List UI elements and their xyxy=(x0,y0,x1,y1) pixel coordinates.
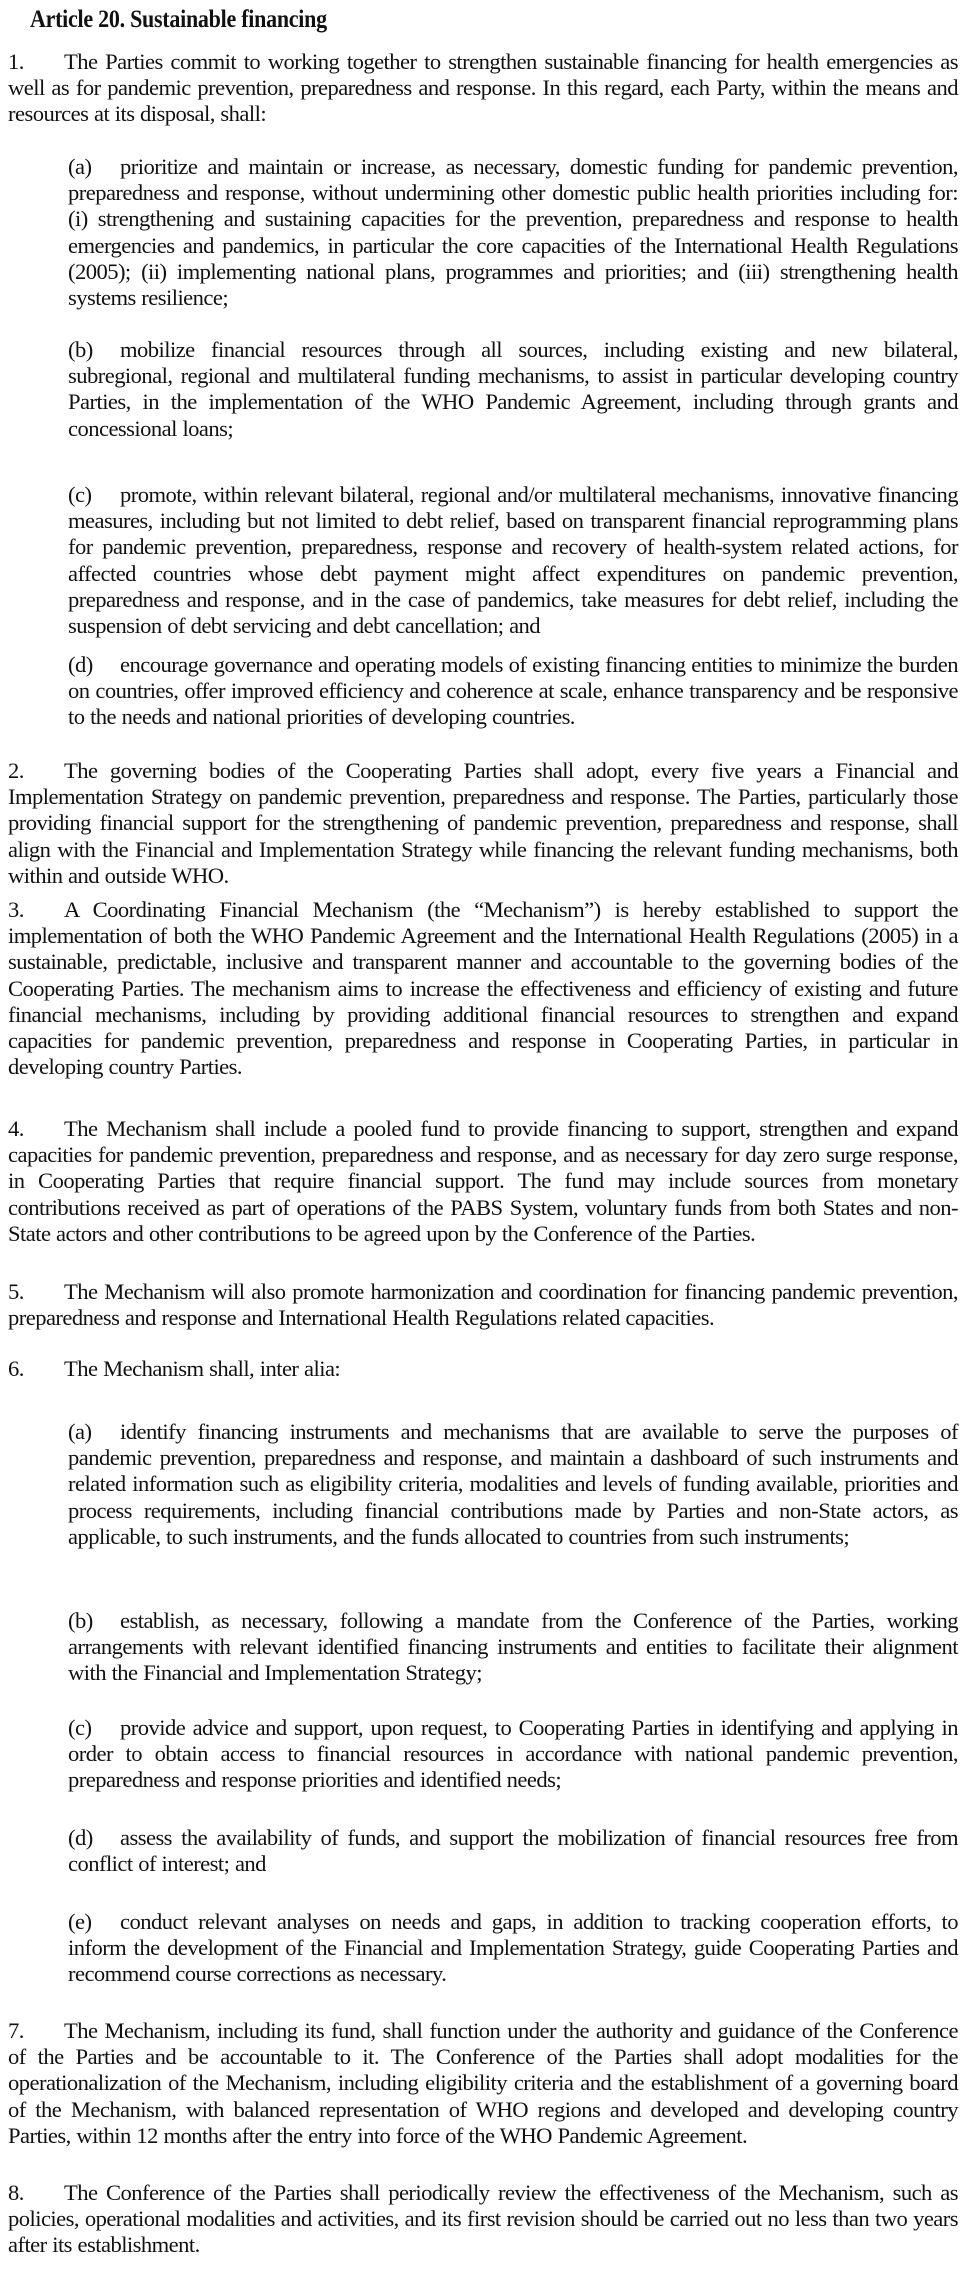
document-page xyxy=(8,0,958,2258)
paragraph-text: A Coordinating Financial Mechanism (the “Mechanism”) is hereby established to support the implementation of both the WHO Pandemic Agreement and the International Health Regulations (2005) in a sustainable, predictable, inclusive and transparent manner and accountable to the governing bodies of the Cooperating Parties. The mechanism aims to increase the effectiveness and efficiency of existing and future financial mechanisms, including by providing additional financial resources to strengthen and expand capacities for pandemic prevention, preparedness and response in Cooperating Parties, in particular in developing country Parties. xyxy=(8,897,958,1080)
paragraph-number: 5. xyxy=(8,1279,24,1304)
paragraph-number: 4. xyxy=(8,1116,24,1141)
item-text: provide advice and support, upon request, to Cooperating Parties in identifying and applying in order to obtain access to financial resources in accordance with national pandemic prevention, preparedness and response priorities and identified needs; xyxy=(68,1715,958,1793)
paragraph-number: 2. xyxy=(8,758,24,783)
item-label: (b) xyxy=(68,1608,93,1633)
paragraph-2 xyxy=(8,758,958,889)
paragraph-number: 1. xyxy=(8,49,24,74)
item-label: (a) xyxy=(68,154,92,179)
paragraph-3 xyxy=(8,897,958,1080)
paragraph-5 xyxy=(8,1279,958,1331)
paragraph-number: 6. xyxy=(8,1356,24,1381)
paragraph-6 xyxy=(8,1356,958,1382)
paragraph-6-item-a xyxy=(68,1419,958,1550)
paragraph-number: 7. xyxy=(8,2018,24,2043)
paragraph-6-item-b xyxy=(68,1608,958,1687)
paragraph-7 xyxy=(8,2018,958,2149)
paragraph-6-item-d xyxy=(68,1825,958,1877)
paragraph-4 xyxy=(8,1116,958,1247)
paragraph-text: The Mechanism shall, inter alia: xyxy=(64,1356,341,1381)
item-text: conduct relevant analyses on needs and gaps, in addition to tracking cooperation efforts, to inform the development of the Financial and Implementation Strategy, guide Cooperating Parties and recommend course corrections as necessary. xyxy=(68,1909,958,1987)
paragraph-1-item-a xyxy=(68,154,958,311)
item-label: (c) xyxy=(68,1715,92,1740)
item-text: promote, within relevant bilateral, regional and/or multilateral mechanisms, innovative financing measures, including but not limited to debt relief, based on transparent financial reprogramming plans for pandemic prevention, preparedness, response and recovery of health-system related actions, for affected countries whose debt payment might affect expenditures on pandemic prevention, preparedness and response, and in the case of pandemics, take measures for debt relief, including the suspension of debt servicing and debt cancellation; and xyxy=(68,482,958,639)
item-text: encourage governance and operating models of existing financing entities to minimize the burden on countries, offer improved efficiency and coherence at scale, enhance transparency and be responsive to the needs and national priorities of developing countries. xyxy=(68,652,958,730)
paragraph-text: The Conference of the Parties shall periodically review the effectiveness of the Mechanism, such as policies, operational modalities and activities, and its first revision should be carried out no less than two years after its establishment. xyxy=(8,2180,958,2258)
paragraph-8 xyxy=(8,2180,958,2259)
item-label: (d) xyxy=(68,652,93,677)
item-label: (d) xyxy=(68,1825,93,1850)
paragraph-text: The Mechanism will also promote harmonization and coordination for financing pandemic prevention, preparedness and response and International Health Regulations related capacities. xyxy=(8,1279,958,1331)
paragraph-text: The governing bodies of the Cooperating Parties shall adopt, every five years a Financial and Implementation Strategy on pandemic prevention, preparedness and response. The Parties, particularly those providing financial support for the strengthening of pandemic prevention, preparedness and response, shall align with the Financial and Implementation Strategy while financing the relevant funding mechanisms, both within and outside WHO. xyxy=(8,758,958,888)
paragraph-6-item-e xyxy=(68,1909,958,1988)
paragraph-number: 8. xyxy=(8,2180,24,2205)
item-label: (c) xyxy=(68,482,92,507)
paragraph-text: The Mechanism shall include a pooled fund to provide financing to support, strengthen and expand capacities for pandemic prevention, preparedness and response, and as necessary for day zero surge response, in Cooperating Parties that require financial support. The fund may include sources from monetary contributions received as part of operations of the PABS System, voluntary funds from both States and non-State actors and other contributions to be agreed upon by the Conference of the Parties. xyxy=(8,1116,958,1246)
paragraph-1-item-c xyxy=(68,482,958,639)
item-label: (a) xyxy=(68,1419,92,1444)
paragraph-number: 3. xyxy=(8,897,24,922)
item-text: establish, as necessary, following a mandate from the Conference of the Parties, working arrangements with relevant identified financing instruments and entities to facilitate their alignment with the Financial and Implementation Strategy; xyxy=(68,1608,958,1686)
article-title: Article 20. Sustainable financing xyxy=(30,6,327,33)
item-label: (b) xyxy=(68,337,93,362)
item-label: (e) xyxy=(68,1909,92,1934)
paragraph-text: The Parties commit to working together to strengthen sustainable financing for health emergencies as well as for pandemic prevention, preparedness and response. In this regard, each Party, within the means and resources at its disposal, shall: xyxy=(8,49,958,127)
paragraph-1-item-b xyxy=(68,337,958,442)
item-text: mobilize financial resources through all sources, including existing and new bilateral, subregional, regional and multilateral funding mechanisms, to assist in particular developing country Parties, in the implementation of the WHO Pandemic Agreement, including through grants and concessional loans; xyxy=(68,337,958,441)
paragraph-1-item-d xyxy=(68,652,958,731)
item-text: identify financing instruments and mechanisms that are available to serve the purposes of pandemic prevention, preparedness and response, and maintain a dashboard of such instruments and related information such as eligibility criteria, modalities and levels of funding available, priorities and process requirements, including financial contributions made by Parties and non-State actors, as applicable, to such instruments, and the funds allocated to countries from such instruments; xyxy=(68,1419,958,1549)
item-text: assess the availability of funds, and support the mobilization of financial resources free from conflict of interest; and xyxy=(68,1825,958,1877)
paragraph-text: The Mechanism, including its fund, shall function under the authority and guidance of the Conference of the Parties and be accountable to it. The Conference of the Parties shall adopt modalities for the operationalization of the Mechanism, including eligibility criteria and the establishment of a governing board of the Mechanism, with balanced representation of WHO regions and developed and developing country Parties, within 12 months after the entry into force of the WHO Pandemic Agreement. xyxy=(8,2018,958,2148)
item-text: prioritize and maintain or increase, as necessary, domestic funding for pandemic prevention, preparedness and response, without undermining other domestic public health priorities including for: (i) strengthening and sustaining capacities for the prevention, preparedness and response to health emergencies and pandemics, in particular the core capacities of the International Health Regulations (2005); (ii) implementing national plans, programmes and priorities; and (iii) strengthening health systems resilience; xyxy=(68,154,958,311)
paragraph-1 xyxy=(8,49,958,128)
paragraph-6-item-c xyxy=(68,1715,958,1794)
